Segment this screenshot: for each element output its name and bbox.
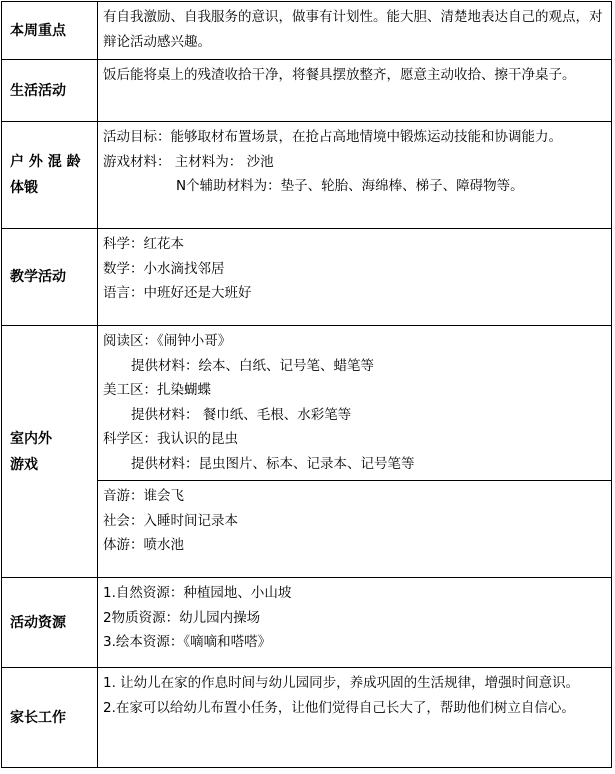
indoor-area-reading: 阅读区：《闹钟小哥》	[103, 333, 232, 349]
teaching-item-language: 语言：中班好还是大班好	[103, 285, 252, 301]
row-label-outdoor-line1: 户 外 混 龄	[10, 154, 81, 170]
row-label-indoor-line2: 游戏	[10, 456, 38, 473]
teaching-item-math: 数学：小水滴找邻居	[103, 260, 225, 277]
row-life	[2, 60, 612, 122]
weekly-plan-table	[1, 1, 612, 768]
row-label-indoor-line1: 室内外	[10, 430, 52, 447]
parents-content	[98, 668, 612, 768]
row-outdoor	[2, 122, 612, 229]
teaching-item-science: 科学：红花本	[103, 236, 184, 252]
outdoor-content	[98, 122, 612, 229]
indoor-game-sports: 体游：喷水池	[103, 537, 184, 553]
indoor-area-science: 科学区：我认识的昆虫	[103, 431, 238, 447]
indoor-area-art-material: 提供材料： 餐巾纸、毛根、水彩笔等	[131, 406, 352, 423]
row-parents	[2, 668, 612, 768]
resources-item-picturebook: 3.绘本资源：《嘀嘀和嗒嗒》	[103, 634, 272, 650]
life-text: 饭后能将桌上的残渣收拾干净，将餐具摆放整齐，愿意主动收拾、擦干净桌子。	[103, 67, 576, 83]
outdoor-main-material: 游戏材料： 主材料为： 沙池	[103, 153, 274, 170]
indoor-area-art: 美工区：扎染蝴蝶	[103, 382, 211, 398]
parents-item-1: 1. 让幼儿在家的作息时间与幼儿园同步，养成巩固的生活规律，增强时间意识。	[103, 675, 580, 691]
row-focus	[2, 2, 612, 60]
row-label-indoor	[2, 326, 98, 578]
life-content	[98, 60, 612, 122]
row-label-life: 生活活动	[2, 60, 98, 122]
focus-content	[98, 2, 612, 60]
indoor-area-reading-material: 提供材料：绘本、白纸、记号笔、蜡笔等	[131, 357, 374, 374]
parents-item-2: 2.在家可以给幼儿布置小任务，让他们觉得自己长大了，帮助他们树立自信心。	[103, 699, 575, 716]
row-indoor	[2, 326, 612, 578]
indoor-games-section	[98, 480, 611, 558]
row-label-focus: 本周重点	[2, 2, 98, 60]
indoor-content	[98, 326, 612, 578]
row-label-outdoor-line2: 体锻	[10, 180, 38, 196]
row-label-parents: 家长工作	[2, 668, 98, 768]
row-label-teaching: 教学活动	[2, 229, 98, 326]
teaching-content	[98, 229, 612, 326]
resources-content	[98, 578, 612, 668]
indoor-game-social: 社会：入睡时间记录本	[103, 512, 238, 529]
row-teaching	[2, 229, 612, 326]
row-label-resources: 活动资源	[2, 578, 98, 668]
resources-item-natural: 1.自然资源：种植园地、小山坡	[103, 585, 292, 601]
row-label-outdoor	[2, 122, 98, 229]
indoor-game-music: 音游：谁会飞	[103, 488, 184, 504]
outdoor-aux-material: N个辅助材料为：垫子、轮胎、海绵棒、梯子、障碍物等。	[176, 178, 524, 194]
indoor-area-science-material: 提供材料：昆虫图片、标本、记录本、记号笔等	[131, 455, 415, 472]
row-resources	[2, 578, 612, 668]
resources-item-material: 2物质资源：幼儿园内操场	[103, 609, 261, 626]
focus-text: 有自我激励、自我服务的意识，做事有计划性。能大胆、清楚地表达自己的观点，对辩论活动感兴趣。	[103, 9, 603, 50]
outdoor-goal: 活动目标：能够取材布置场景，在抢占高地情境中锻炼运动技能和协调能力。	[103, 129, 562, 145]
